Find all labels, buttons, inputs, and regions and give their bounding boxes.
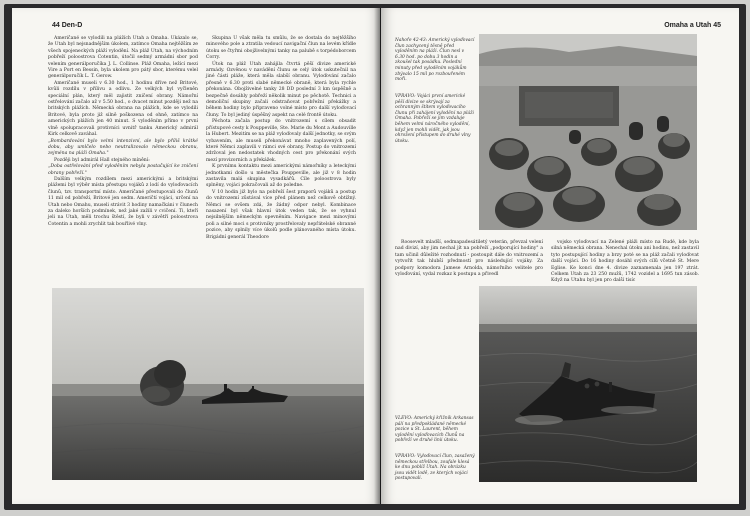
caption-bottom-1: VLEVO: Americký křižník Arkansas pálí na předpokládané německé pozice u St. Laurent, během vylodění vyloďovacích člunů na pobřeží ve druhé linii útoku. — [395, 416, 474, 444]
quote: „Bombardování bylo velmi intenzivní, ale bylo příliš krátké dobu, aby umlčelo nebo neutralizovalo německou obranu, zejména na pláži Omaha." — [48, 138, 198, 157]
paragraph: V 10 hodin již bylo na pobřeží šest praporů vojáků a postup do vnitrozemí zůstával více před plánem než celkově obtížný. Němci se ovšem zdá, že žádný odpor nebyl. Kombinace nasazení byl však hlavní útok veden tak, že se vyhnul nejsilnějším německým opevněním. Navigace mezi minovými poli a silné moci s protivníky prostřelovaly nepřátelské obranné pozice, aby splnily více úkolů podle plánovaného místa útoku. Brigádní generál Theodore — [206, 189, 356, 240]
paragraph: Skupina U však měla tu smůlu, že se dostala do nejtěžšího minového pole a ztratila vedoucí navigační člun na levém křídle útoku se čtyřmi obojživelnými tanky na palubě s torpédoborcem Corry. — [206, 36, 356, 61]
right-column-1 — [395, 240, 543, 278]
right-running-head: Omaha a Utah 45 — [664, 22, 721, 29]
paragraph: Roosevelt mladší, sedmapadesátiletý veterán, převzal velení nad divizí, aby jim nechal jít na pobřeží „podporující hodiny" a tam učinil důležité rozhodnutí - postoupit dále do vnitrozemí a vytvořit tak hlubší předmostí pro následující vojáky. Za podpory komodora Jamese Arnolda, námořního velitele pro vyloďování, vydal rozkaz k postupu a přivedl — [395, 240, 543, 278]
soldiers-photo-image — [479, 34, 697, 230]
quote: „Doba ostřelování před vyloděním nebyla postačující ke zničení obrany pobřeží." — [48, 164, 198, 176]
paragraph: Útok na pláž Utah zahájila čtvrtá pěší divize americké armády. Ozvěnou v navádění člunu se celý útok uskutečnil na jiné části pláže, která měla slabší obranu. Vyloďování začalo přesně v 6.30 proti slabé německé obraně, která byla rychle překonána. Obojživelné tanky 28 DD poslední 3 km úspěšně a bezpečně dosáhly pobřeží několik minut po pěchotě. Technici a demoliční skupiny začali odstraňovat pobřežní překážky a během hodiny bylo připraveno volné místo pro další vyloďovací čluny. To byl jediný úspěšný aspekt na celé frontě útoku. — [206, 61, 356, 118]
right-page — [381, 8, 739, 504]
left-page — [12, 8, 380, 504]
left-column-1 — [48, 36, 198, 228]
photo-sinking-landing-craft — [479, 286, 697, 482]
paragraph: Dalším velkým rozdílem mezi americkými a britskými plážemi byl výběr místa přestupu vojáků z lodí do vyloďovacích člunů, tzv. transportní místo. Američané přestupovali do člunů 11 mil od pobřeží, Britové jen sedm. Američtí vojáci, určení na Utah nebo Omahu, museli strávit 3 hodiny namačkáni v člunech za daleko horších podmínek, než jaké zažili v cvičení. Ti, kteří jeli na Utah, měli trochu štěstí, že byli v závětří poloostrova Cotentin a mohli zrychlit tak bouřlivé vlny. — [48, 176, 198, 227]
caption-bottom-2: VPRAVO: Vyloďovací člun, zasažený německou střelbou, zoufale klesá ke dnu poblíž Utah. Na obrázku jsou vidět lodě, ze kterých vojáci postupovali. — [395, 454, 475, 482]
left-column-2 — [206, 36, 356, 241]
photo-battleship-firing — [52, 288, 364, 480]
right-column-2 — [551, 240, 699, 285]
paragraph: Pěchota začala postup do vnitrozemí s cílem obsadit přístupové cesty k Pouppeville, Ste. Marie du Mont a Audouville la Hubert. Mezitím se na pláž vyloďovaly další jednotky, se svým vybavením, ale museli překonávat mnoho zaplavených polí, které Němci zaplavili v rámci své obrany. Postup do vnitrozemí zdržoval jen nedostatek vhodných cest pro překonání svých mezí provizorních a překážek. — [206, 119, 356, 163]
paragraph: Později byl admirál Hall stejného mínění: — [54, 157, 150, 163]
paragraph: Američané museli v 6.30 hod., 1 hodinu dříve než Britové, kvůli rozdílu v přílivu a odlivu. Ze velkých byl vyčleněn speciální plán, který měl zajistit zničení obrany. Námořní ostřelování začalo až v 5.50 hod., o dvacet minut později než na britských plážích. Německá obrana na plážích, kde se vylodili Britové, byla proto již silně poškozena od ohně, zatímco na amerických plážích jen 40 minut. S vyloděním přímo v první vlně spolupracovali protivníci uvnitř tanku Americký admirál Kirk celkově zaváhal. — [48, 80, 198, 138]
caption-middle: VPRAVO: Vojáci první americké pěší divize se skrývají za ochranným štítem vyloďovacího člunu při zahájení vylodění na pláži Omaha. Pobřeží se jim vzdaluje během velmi náročného vylodění, když jen mohli vidět, jak jsou ohrožení přístupem do druhé vlny útoku. — [395, 94, 474, 144]
battleship-photo-image — [52, 288, 364, 480]
left-running-head: 44 Den-D — [52, 22, 83, 29]
paragraph: vojsko vyloďovací na Zelené pláži místo na Rudé, kde byla silná německá obrana. Nenechal útoku ani hodinu, než zastavil tyto postupující hodiny a brzy poté se na pláž začali vyloďovat další vojáci. Do 16 hodiny dosáhl svých cílů včetně St. Mere Eglise. Ke konci dne 4. divize zaznamenala jen 197 ztrát. Celkem Utah za 23 250 mužů, 1742 vozidel a 1695 tun zásob. Když na Utahu byl jen pro další tisíc — [551, 240, 699, 284]
paragraph: Američané se vylodili na plážích Utah a Omaha. Ukázalo se, že Utah byl nejsnadnějším úkolem, zatímco Omaha nejtěžším ze všech spojeneckých pláží vylodění. Na pláž Utah, na východním pobřeží poloostrova Cotentin, útočil sedmý armádní sbor pod velením generálporučíka J. L. Collinse. Pláž Omaha, ležící mezi Vire a Port en Bessin, byla ukolem pro pátý sbor, kterému velel generálporučík L. T. Gerow. — [48, 36, 198, 80]
paragraph: K prvnímu kontaktu mezi americkými námořníky a leteckými jednotkami došlo u městečka Pouppeville, ale již v 8 hodin zastavila malá skupina vysadkářů. Cíle poloostrova byly splněny, vojáci pokračovali až do poledne. — [206, 164, 356, 189]
photo-landing-craft-soldiers — [479, 34, 697, 230]
sinking-craft-photo-image — [479, 286, 697, 482]
caption-top: Nahoře 42-43: Americký vyloďovací člun zachycený těsně před vyloděním na pláži. Člun nesl v 6.30 hod. po dobu 3 hodin a zkoušel tak posádku. Poslední minuty před vyloděním vojákům zbývalo 15 mil po rozbouřeném moři. — [395, 38, 475, 83]
